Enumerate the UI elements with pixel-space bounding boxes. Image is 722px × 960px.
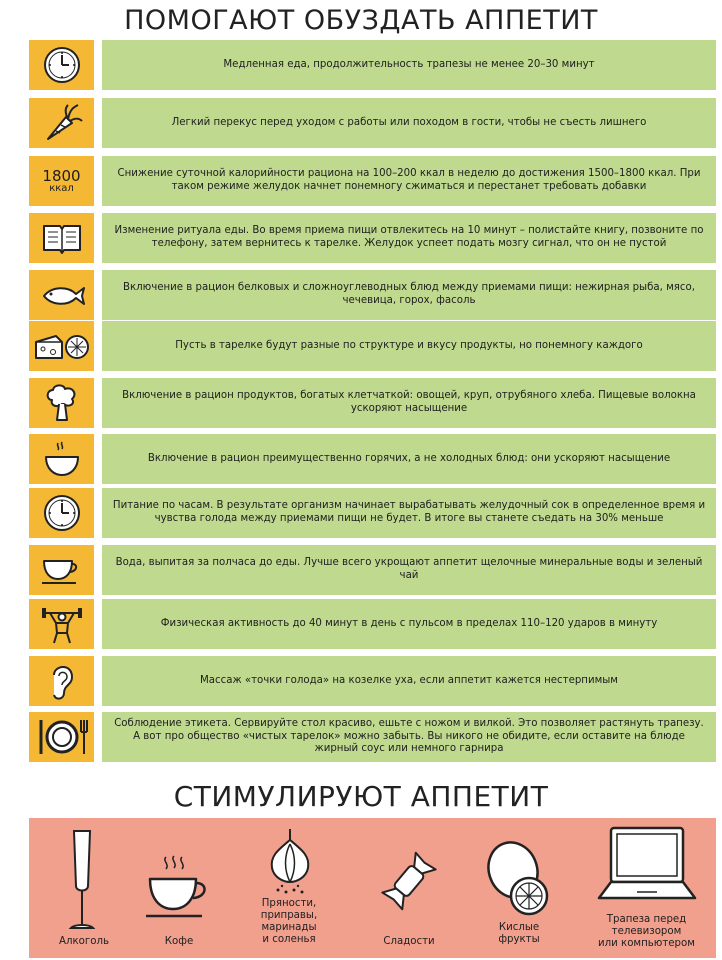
tip-text: Легкий перекус перед уходом с работы или походом в гости, чтобы не съесть лишнего xyxy=(102,98,716,148)
tip-icon-cell xyxy=(29,40,94,90)
tip-text: Соблюдение этикета. Сервируйте стол красиво, ешьте с ножом и вилкой. Это позволяет растянуть трапезу. А вот про общество «чистых тарелок» можно забыть. Вы никого не обидите, если оставите на блюде жирный соус или немного гарнира xyxy=(102,712,716,762)
tip-row xyxy=(29,156,716,206)
tip-row xyxy=(29,488,716,538)
lemon-icon xyxy=(479,832,559,920)
tip-row xyxy=(29,321,716,371)
tip-icon-cell xyxy=(29,156,94,206)
tip-text: Физическая активность до 40 минут в день с пульсом в пределах 110–120 ударов в минуту xyxy=(102,599,716,649)
stimulant-label: Сладости xyxy=(383,936,435,947)
book-icon xyxy=(40,220,84,256)
stimulant-sour-fruits xyxy=(469,818,569,958)
clock-icon xyxy=(42,493,82,533)
tip-icon-cell xyxy=(29,321,94,371)
kcal-unit: ккал xyxy=(49,182,74,194)
tip-text: Включение в рацион преимущественно горячих, а не холодных блюд: они ускоряют насыщение xyxy=(102,434,716,484)
broccoli-icon xyxy=(42,382,82,424)
tip-icon-cell xyxy=(29,434,94,484)
tip-row xyxy=(29,599,716,649)
stimulant-label: Трапеза перед телевизором или компьютером xyxy=(598,914,695,949)
tip-icon-cell xyxy=(29,545,94,595)
stimulant-sweets xyxy=(359,818,459,958)
tip-text: Массаж «точки голода» на козелке уха, если аппетит кажется нестерпимым xyxy=(102,656,716,706)
dumbbell-man-icon xyxy=(40,603,84,645)
tip-row xyxy=(29,545,716,595)
tip-text: Медленная еда, продолжительность трапезы не менее 20–30 минут xyxy=(102,40,716,90)
clock-icon xyxy=(42,45,82,85)
fish-icon xyxy=(38,280,86,310)
kcal-number: 1800 xyxy=(42,166,81,185)
candy-icon xyxy=(377,846,441,916)
tip-icon-cell xyxy=(29,270,94,320)
title-restrain-appetite: ПОМОГАЮТ ОБУЗДАТЬ АППЕТИТ xyxy=(124,5,598,36)
tip-text: Вода, выпитая за полчаса до еды. Лучше всего укрощают аппетит щелочные минеральные воды и зеленый чай xyxy=(102,545,716,595)
stimulants-panel xyxy=(29,818,716,958)
tip-icon-cell xyxy=(29,488,94,538)
wine-glass-icon xyxy=(67,828,97,933)
stimulant-coffee xyxy=(129,818,229,958)
tip-row xyxy=(29,213,716,263)
stimulant-spices xyxy=(239,818,339,958)
tip-text: Снижение суточной калорийности рациона на 100–200 ккал в неделю до достижения 1500–1800 ккал. При таком режиме желудок начнет понемногу сжиматься и перестанет требовать добавки xyxy=(102,156,716,206)
garlic-icon xyxy=(264,826,316,896)
tip-row xyxy=(29,270,716,320)
stimulant-label: Кислые фрукты xyxy=(498,922,540,945)
plate-cutlery-icon xyxy=(35,716,89,758)
tip-row xyxy=(29,40,716,90)
tip-row xyxy=(29,712,716,762)
stimulant-label: Пряности, приправы, маринады и соленья xyxy=(260,898,318,945)
stimulant-alcohol xyxy=(39,818,129,958)
stimulant-screen-eating xyxy=(584,818,709,958)
tip-icon-cell xyxy=(29,378,94,428)
laptop-icon xyxy=(597,824,697,908)
tip-row xyxy=(29,378,716,428)
kcal-label xyxy=(42,166,81,194)
tip-text: Изменение ритуала еды. Во время приема пищи отвлекитесь на 10 минут – полистайте книгу, позвоните по телефону, затем вернитесь к тарелке. Желудок успеет подать мозгу сигнал, что он не пустой xyxy=(102,213,716,263)
cheese-lemon-icon xyxy=(34,330,90,362)
cup-icon xyxy=(40,553,84,587)
coffee-cup-icon xyxy=(144,853,214,923)
tip-text: Питание по часам. В результате организм начинает вырабатывать желудочный сок в определенное время и чувства голода между приемами пищи не будет. В итоге вы станете съедать на 30% меньше xyxy=(102,488,716,538)
tip-row xyxy=(29,656,716,706)
tip-icon-cell xyxy=(29,712,94,762)
tip-text: Пусть в тарелке будут разные по структуре и вкусу продукты, но понемногу каждого xyxy=(102,321,716,371)
hot-bowl-icon xyxy=(42,439,82,479)
tip-text: Включение в рацион продуктов, богатых клетчаткой: овощей, круп, отрубяного хлеба. Пищевые волокна ускоряют насыщение xyxy=(102,378,716,428)
title-stimulate-appetite: СТИМУЛИРУЮТ АППЕТИТ xyxy=(173,780,549,813)
stimulant-label: Кофе xyxy=(164,936,194,947)
carrot-icon xyxy=(40,101,84,145)
tip-row xyxy=(29,98,716,148)
tip-icon-cell xyxy=(29,98,94,148)
tip-icon-cell xyxy=(29,599,94,649)
tip-text: Включение в рацион белковых и сложноуглеводных блюд между приемами пищи: нежирная рыба, мясо, чечевица, горох, фасоль xyxy=(102,270,716,320)
tip-icon-cell xyxy=(29,656,94,706)
tip-icon-cell xyxy=(29,213,94,263)
tip-row xyxy=(29,434,716,484)
ear-icon xyxy=(44,659,80,703)
stimulant-label: Алкоголь xyxy=(59,936,109,947)
